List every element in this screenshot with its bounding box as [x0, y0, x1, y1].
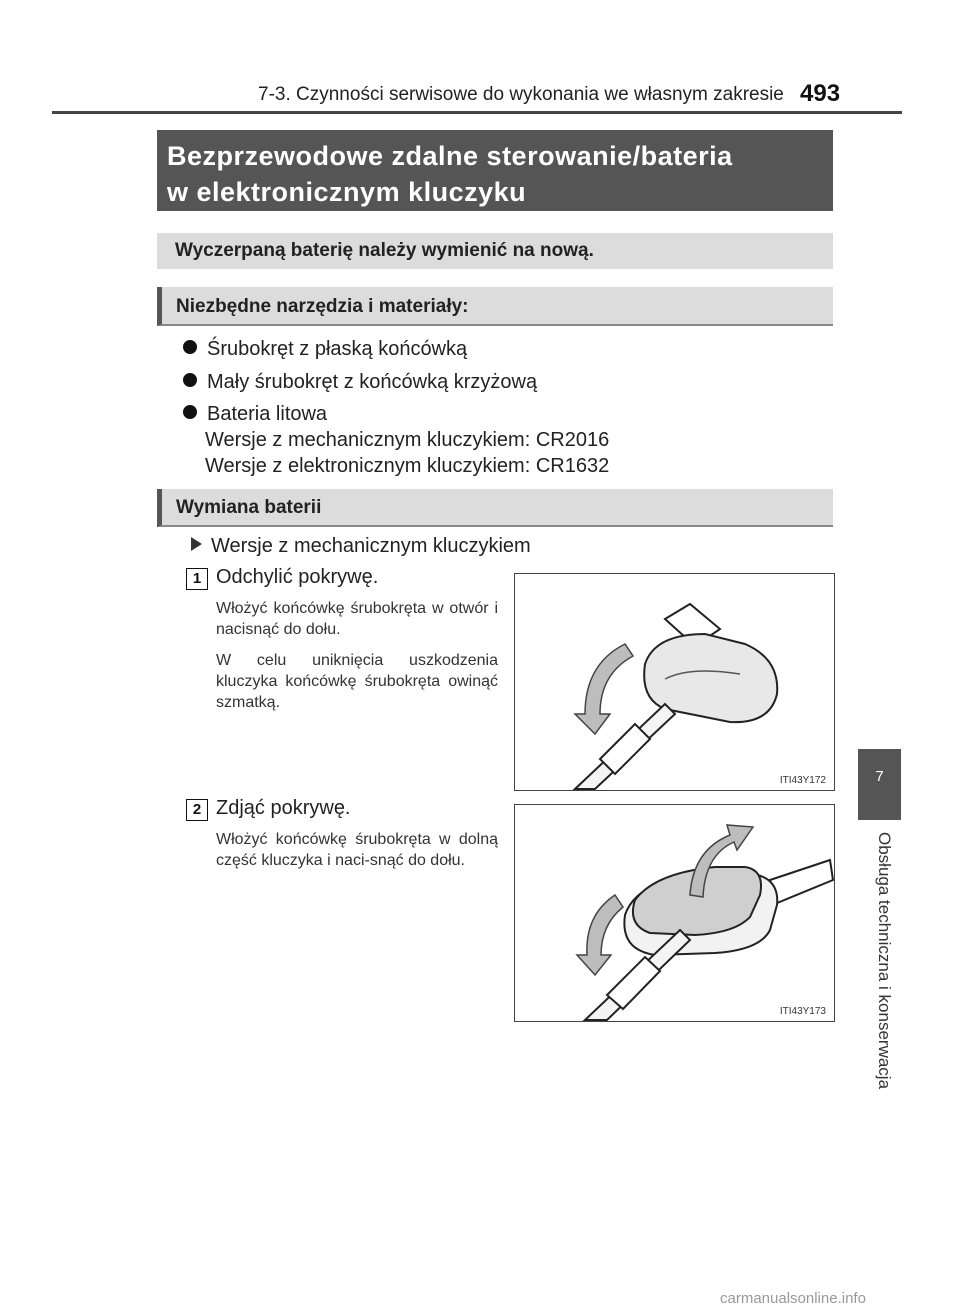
key-remove-cover-illustration	[515, 805, 834, 1021]
figure-open-cover	[514, 573, 835, 791]
step-title: Zdjąć pokrywę.	[216, 797, 351, 819]
section-heading-replace: Wymiana baterii	[157, 489, 833, 527]
figure-id: ITI43Y173	[779, 1006, 826, 1017]
battery-spec-mechanical: Wersje z mechanicznym kluczykiem: CR2016	[205, 429, 610, 451]
step-number: 1	[186, 568, 208, 590]
step-title: Odchylić pokrywę.	[216, 566, 379, 588]
step-paragraph: Włożyć końcówkę śrubokręta w otwór i nacisnąć do dołu.	[216, 600, 498, 638]
list-item: Bateria litowa	[183, 403, 327, 426]
step-number: 2	[186, 799, 208, 821]
variant-label: Wersje z mechanicznym kluczykiem	[191, 535, 531, 558]
page-number: 493	[800, 80, 841, 107]
figure-remove-cover	[514, 804, 835, 1022]
header-divider	[52, 111, 902, 114]
section-heading-tools: Niezbędne narzędzia i materiały:	[157, 287, 833, 326]
bullet-icon	[183, 340, 197, 354]
list-item: Mały śrubokręt z końcówką krzyżową	[183, 371, 537, 394]
header-section-title: 7-3. Czynności serwisowe do wykonania we własnym zakresie	[258, 84, 784, 105]
chapter-tab: 7	[858, 749, 901, 820]
bullet-icon	[183, 373, 197, 387]
page-title-line-2: w elektronicznym kluczyku	[167, 177, 527, 207]
key-open-cover-illustration	[515, 574, 834, 790]
battery-spec-electronic: Wersje z elektronicznym kluczykiem: CR1632	[205, 455, 610, 477]
figure-id: ITI43Y172	[779, 775, 826, 786]
bullet-icon	[183, 405, 197, 419]
list-item: Śrubokręt z płaską końcówką	[183, 338, 467, 361]
lead-statement: Wyczerpaną baterię należy wymienić na nową.	[157, 233, 833, 269]
chapter-label: Obsługa techniczna i konserwacja	[875, 832, 894, 1090]
watermark: carmanualsonline.info	[720, 1290, 866, 1307]
step-paragraph: W celu uniknięcia uszkodzenia kluczyka końcówkę śrubokręta owinąć szmatką.	[216, 652, 498, 711]
page-title	[157, 130, 833, 211]
triangle-pointer-icon	[191, 537, 202, 551]
step-paragraph: Włożyć końcówkę śrubokręta w dolną część kluczyka i naci-snąć do dołu.	[216, 831, 498, 869]
page-title-line-1: Bezprzewodowe zdalne sterowanie/bateria	[167, 141, 733, 171]
